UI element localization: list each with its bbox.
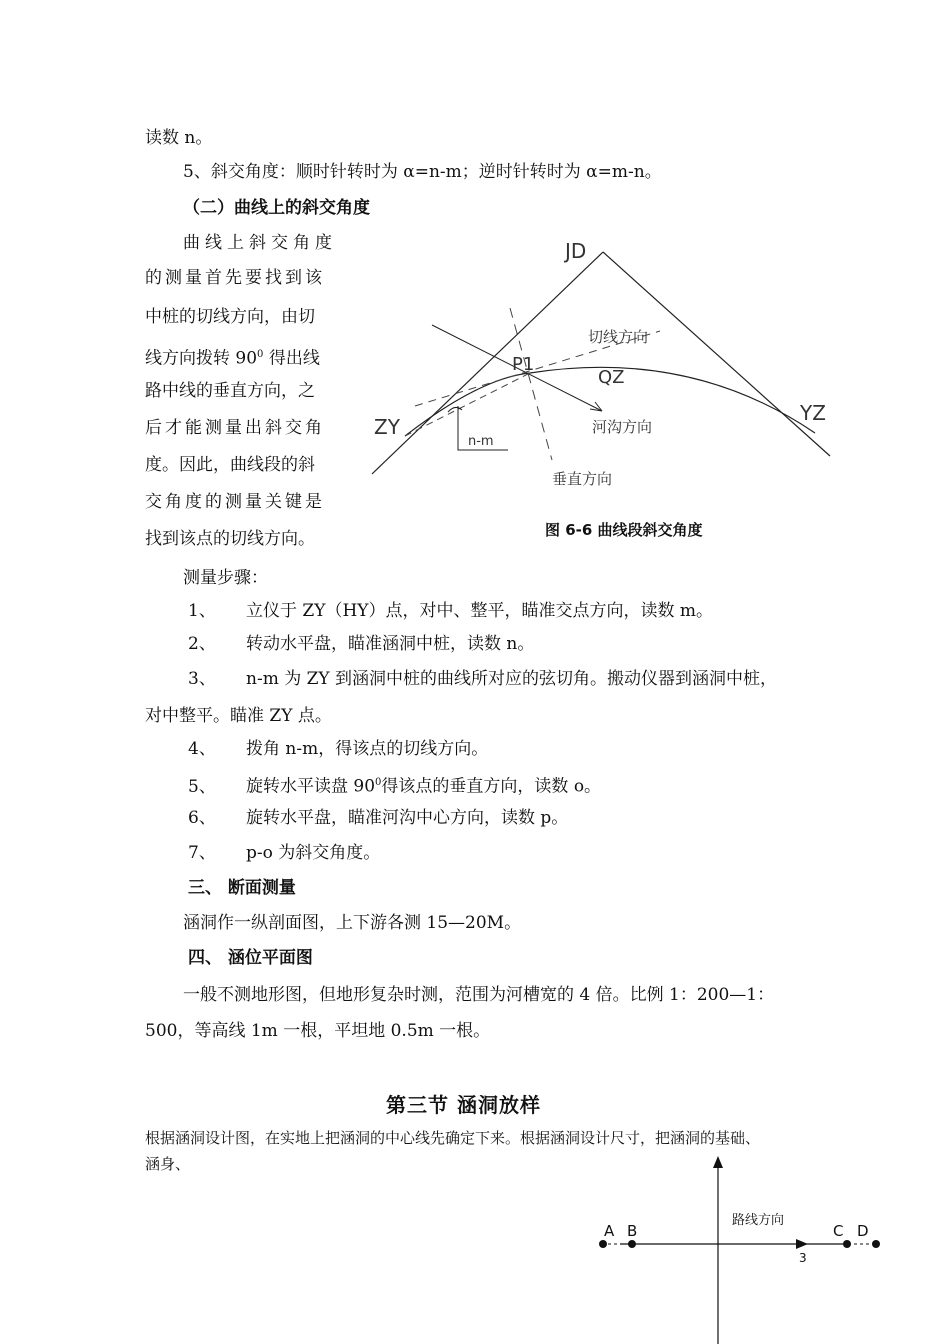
curve-para-line-4 — [145, 343, 320, 371]
point-a-dot — [599, 1240, 607, 1248]
heading-section-profile: 三、 断面测量 — [188, 878, 296, 898]
label-zy: ZY — [374, 415, 400, 439]
step-5-degree-sup: 0 — [375, 777, 382, 788]
label-a: A — [604, 1222, 615, 1240]
label-vertical-direction: 垂直方向 — [552, 470, 613, 488]
route-arrow-icon — [796, 1239, 808, 1249]
curve-para-line-4a: 线方向拨转 90 — [145, 348, 258, 369]
step-4-number: 4、 — [188, 739, 216, 759]
step-5 — [188, 771, 601, 799]
steps-title: 测量步骤： — [183, 568, 268, 588]
text-read-n: 读数 n。 — [145, 128, 213, 148]
label-yz: YZ — [800, 401, 826, 425]
label-number-3: 3 — [799, 1251, 807, 1265]
vertical-line-dashed — [510, 308, 552, 460]
text-step5-skew-angle: 5、斜交角度：顺时针转时为 α=n-m；逆时针转时为 α=m-n。 — [183, 162, 662, 182]
figure-6-6-caption: 图 6-6 曲线段斜交角度 — [545, 521, 703, 539]
step-7-number: 7、 — [188, 843, 216, 863]
curve-para-line-8: 交角度的测量关键是 — [145, 492, 325, 512]
label-tangent-direction: 切线方向 — [588, 328, 649, 346]
heading-culvert-plan: 四、 涵位平面图 — [188, 948, 313, 968]
step-7-text: p-o 为斜交角度。 — [246, 843, 381, 863]
label-c: C — [833, 1222, 844, 1240]
step-7 — [188, 841, 380, 865]
curve-para-line-7: 度。因此，曲线段的斜 — [145, 455, 315, 475]
step-5-text-a: 旋转水平读盘 90 — [246, 776, 376, 797]
curve-para-line-5: 路中线的垂直方向，之 — [145, 381, 315, 401]
label-route-direction: 路线方向 — [732, 1213, 785, 1228]
label-qz: QZ — [598, 367, 625, 388]
curve-para-line-2: 的测量首先要找到该 — [145, 268, 325, 288]
label-b: B — [627, 1222, 638, 1240]
step-2 — [188, 632, 534, 656]
heading-curve-skew-angle: （二）曲线上的斜交角度 — [183, 198, 370, 218]
curve-para-line-3: 中桩的切线方向，由切 — [145, 307, 315, 327]
step-1-text: 立仪于 ZY（HY）点，对中、整平，瞄准交点方向，读数 m。 — [246, 601, 714, 621]
step-1-number: 1、 — [188, 601, 216, 621]
step-4-text: 拨角 n-m，得该点的切线方向。 — [246, 739, 489, 759]
label-jd: JD — [565, 239, 587, 263]
step-2-number: 2、 — [188, 634, 216, 654]
figure-6-6-diagram — [360, 228, 840, 518]
point-b-dot — [628, 1240, 636, 1248]
step-4 — [188, 737, 488, 761]
section-title: 第三节 涵洞放样 — [386, 1093, 541, 1117]
curve-para-line-4b: 得出线 — [263, 348, 320, 369]
step-6-text: 旋转水平盘，瞄准河沟中心方向，读数 p。 — [246, 808, 569, 828]
step-6 — [188, 806, 568, 830]
step-2-text: 转动水平盘，瞄准涵洞中桩，读数 n。 — [246, 634, 535, 654]
curve-para-line-6: 后才能测量出斜交角 — [145, 418, 325, 438]
plan-paragraph-line-1: 一般不测地形图，但地形复杂时测，范围为河槽宽的 4 倍。比例 1：200—1： — [183, 985, 775, 1005]
label-p1: P1 — [512, 354, 535, 375]
vertical-axis-arrow-icon — [713, 1156, 723, 1168]
label-d: D — [857, 1222, 869, 1240]
profile-paragraph: 涵洞作一纵剖面图，上下游各测 15—20M。 — [183, 913, 522, 933]
point-d-dot — [872, 1240, 880, 1248]
step-3 — [188, 667, 777, 691]
culvert-layout-diagram — [590, 1150, 890, 1344]
step-3-continued: 对中整平。瞄准 ZY 点。 — [145, 706, 332, 726]
point-c-dot — [843, 1240, 851, 1248]
step-5-number: 5、 — [188, 776, 216, 797]
step-3-text: n-m 为 ZY 到涵洞中桩的曲线所对应的弦切角。搬动仪器到涵洞中桩， — [246, 669, 778, 689]
label-n-m: n-m — [468, 434, 494, 449]
layout-paragraph-line-1: 根据涵洞设计图，在实地上把涵洞的中心线先确定下来。根据涵洞设计尺寸，把涵洞的基础、 — [145, 1129, 761, 1147]
nm-arc — [448, 407, 462, 412]
layout-paragraph-line-2: 涵身、 — [145, 1155, 191, 1173]
step-1 — [188, 599, 713, 623]
curve-para-line-9: 找到该点的切线方向。 — [145, 529, 315, 549]
degree-sup: 0 — [257, 349, 264, 360]
label-river-direction: 河沟方向 — [592, 418, 653, 436]
curve-para-line-1: 曲线上斜交角度 — [183, 233, 337, 253]
step-3-number: 3、 — [188, 669, 216, 689]
plan-paragraph-line-2: 500，等高线 1m 一根，平坦地 0.5m 一根。 — [145, 1021, 491, 1041]
step-6-number: 6、 — [188, 808, 216, 828]
step-5-text-b: 得该点的垂直方向，读数 o。 — [381, 776, 602, 797]
